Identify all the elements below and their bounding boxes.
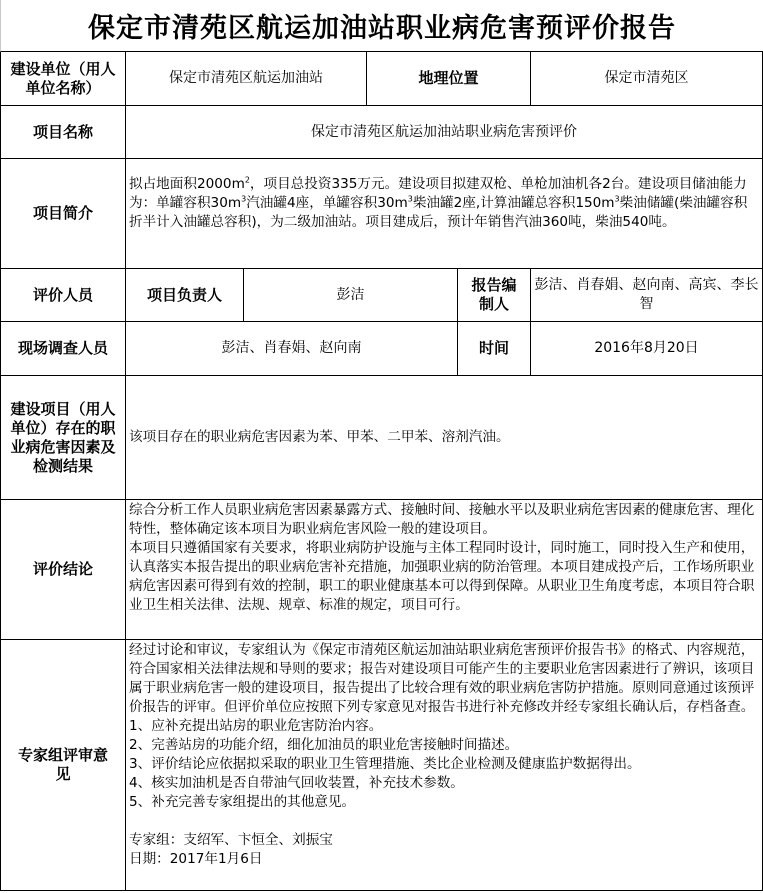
expert-value (126, 640, 763, 891)
time-label: 时间 (458, 322, 531, 376)
compiler-label: 报告编制人 (458, 269, 531, 322)
location-value: 保定市清苑区 (531, 52, 763, 106)
survey-value: 彭洁、肖春娟、赵向南 (126, 322, 458, 376)
project-name-label: 项目名称 (0, 106, 126, 159)
expert-date: 日期：2017年1月6日 (129, 851, 263, 867)
time-value: 2016年8月20日 (531, 322, 763, 376)
leader-value: 彭洁 (244, 269, 458, 322)
conclusion-value (126, 500, 763, 640)
expert-item: 3、评价结论应依据拟采取的职业卫生管理措施、类比企业检测及健康监护数据得出。 (129, 756, 641, 772)
leader-label: 项目负责人 (126, 269, 244, 322)
survey-label: 现场调查人员 (0, 322, 126, 376)
conclusion-paragraph: 本项目只遵循国家有关要求，将职业病防护设施与主体工程同时设计，同时施工，同时投入生产和使用，认真落实本报告提出的职业病危害补充措施，加强职业病的防治管理。本项目建成投产后，工作场所职业病危害因素可得到有效的控制，职工的职业健康基本可以得到保障。从职业卫生角度考虑，本项目符合职业卫生相关法律、法规、规章、标准的规定，项目可行。 (129, 540, 755, 613)
summary-value: 拟占地面积$2000m^2$，项目总投资335万元。建设项目拟建双枪、单枪加油机各2台。建设项目储油能力为：单罐容积$30m^3$汽油罐4座，单罐容积$30m^3$柴油罐2座,计算油罐总容积$150m^3$柴油储罐(柴油罐容积折半计入油罐总容积)，为二级加油站。项目建成后，预计年销售汽油360吨，柴油540吨。 (126, 159, 763, 269)
summary-label: 项目简介 (0, 159, 126, 269)
evaluators-label: 评价人员 (0, 269, 126, 322)
unit-label: 建设单位（用人单位名称） (0, 52, 126, 106)
report-title: 保定市清苑区航运加油站职业病危害预评价报告 (0, 0, 763, 52)
hazards-label: 建设项目（用人单位）存在的职业病危害因素及检测结果 (0, 376, 126, 500)
conclusion-paragraph: 综合分析工作人员职业病危害因素暴露方式、接触时间、接触水平以及职业病危害因素的健康危害、理化特性，整体确定该本项目为职业病危害风险一般的建设项目。 (129, 502, 755, 537)
expert-intro: 经过讨论和审议，专家组认为《保定市清苑区航运加油站职业病危害预评价报告书》的格式、内容规范，符合国家相关法律法规和导则的要求；报告对建设项目可能产生的主要职业危害因素进行了辨识，该项目属于职业病危害一般的建设项目，报告提出了比较合理有效的职业病危害防护措施。原则同意通过该预评价报告的评审。但评价单位应按照下列专家意见对报告书进行补充修改并经专家组长确认后，存档备查。 (129, 642, 755, 715)
expert-item: 5、补充完善专家组提出的其他意见。 (129, 794, 356, 810)
project-name-value: 保定市清苑区航运加油站职业病危害预评价 (126, 106, 763, 159)
expert-group: 专家组：支绍军、卞恒全、刘振宝 (129, 832, 333, 848)
expert-item: 4、核实加油机是否自带油气回收装置，补充技术参数。 (129, 775, 464, 791)
location-label: 地理位置 (367, 52, 531, 106)
conclusion-label: 评价结论 (0, 500, 126, 640)
expert-item: 1、应补充提出站房的职业危害防治内容。 (129, 718, 383, 734)
expert-label: 专家组评审意见 (0, 640, 126, 891)
hazards-value: 该项目存在的职业病危害因素为苯、甲苯、二甲苯、溶剂汽油。 (126, 376, 763, 500)
expert-item: 2、完善站房的功能介绍，细化加油员的职业危害接触时间描述。 (129, 737, 519, 753)
compilers-value: 彭洁、肖春娟、赵向南、高宾、李长智 (531, 269, 763, 322)
unit-value: 保定市清苑区航运加油站 (126, 52, 367, 106)
